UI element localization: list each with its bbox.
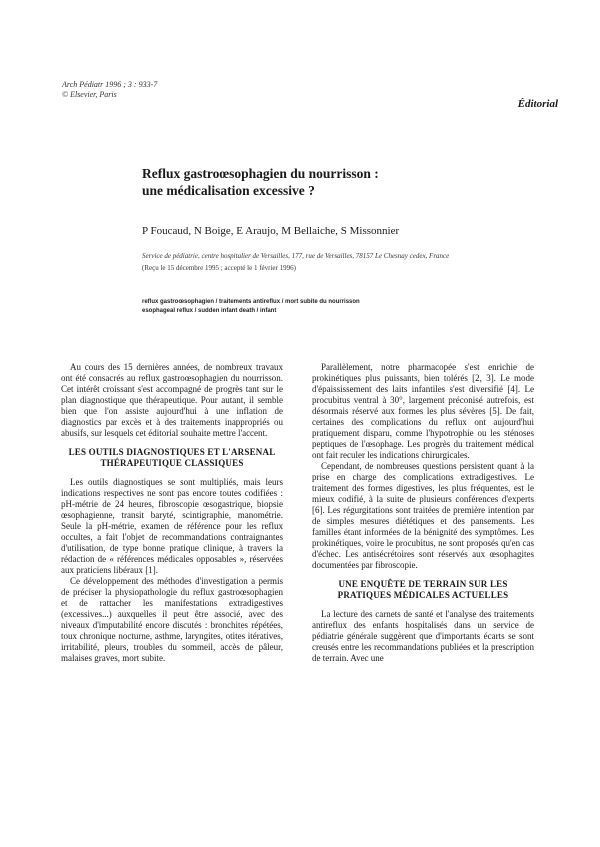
paragraph: Les outils diagnostiques se sont multipliés, mais leurs indications respectives ne sont pas encore toutes codifiées : pH-métrie de 24 heures, fibroscopie œsogastrique, biopsie œsophagienne, transit baryté, scintigraphie, manométrie. Seule la pH-métrie, examen de référence pour les reflux occultes, a fait l'objet de recommandations contraignantes d'utilisation, de type bonne pratique clinique, à travers la rédaction de « références médicales opposables », réservées aux praticiens libéraux [1]. <box>61 477 283 575</box>
keywords <box>142 298 442 316</box>
section-heading: UNE ENQUÊTE DE TERRAIN SUR LES PRATIQUES MÉDICALES ACTUELLES <box>337 579 509 600</box>
article-title <box>142 165 522 199</box>
title-line-1: Reflux gastroœsophagien du nourrisson : <box>142 166 379 181</box>
section-label: Éditorial <box>517 98 558 110</box>
publisher-line: © Elsevier, Paris <box>62 90 117 99</box>
paragraph: Ce développement des méthodes d'investigation a permis de préciser la physiopathologie du reflux gastroœsophagien et de rattacher les manifestations extradigestives (excessives...) auxquelles il peut être associé, avec des niveaux d'imputabilité encore discutés : bronchites répétées, toux chronique nocturne, asthme, laryngites, otites itératives, irritabilité, pleurs, troubles du sommeil, accès de pâleur, malaises graves, mort subite. <box>61 576 283 663</box>
right-column <box>312 362 534 664</box>
left-column <box>61 362 283 664</box>
section-heading: LES OUTILS DIAGNOSTIQUES ET L'ARSENAL THÉRAPEUTIQUE CLASSIQUES <box>68 447 276 468</box>
paragraph: Au cours des 15 dernières années, de nombreux travaux ont été consacrés au reflux gastroœsophagien du nourrisson. Cet intérêt croissant s'est accompagné de progrès tant sur le plan diagnostique que thérapeutique. Pour autant, il semble bien que l'on assiste aujourd'hui à une inflation de diagnostics par excès et à des traitements inappropriés ou abusifs, sur lesquels cet éditorial souhaite mettre l'accent. <box>61 362 283 438</box>
paragraph: La lecture des carnets de santé et l'analyse des traitements antireflux des enfants hospitalisés dans un service de pédiatrie générale suggèrent que d'importants écarts se sont creusés entre les recommandations publiées et la prescription de terrain. Avec une <box>312 609 534 663</box>
journal-citation <box>62 80 157 100</box>
affiliation: Service de pédiatrie, centre hospitalier de Versailles, 177, rue de Versailles, 78157 Le Chesnay cedex, France <box>142 252 450 260</box>
author-list: P Foucaud, N Boige, E Araujo, M Bellaiche, S Missonnier <box>142 225 400 237</box>
journal-reference: Arch Pédiatr 1996 ; 3 : 933-7 <box>62 80 158 89</box>
received-dates: (Reçu le 15 décembre 1995 ; accepté le 1 février 1996) <box>142 264 296 272</box>
keywords-english: esophageal reflux / sudden infant death / infant <box>142 308 277 314</box>
keywords-french: reflux gastroœsophagien / traitements antireflux / mort subite du nourrisson <box>142 299 360 305</box>
title-line-2: une médicalisation excessive ? <box>142 183 315 198</box>
paragraph: Cependant, de nombreuses questions persistent quant à la prise en charge des complications extradigestives. Le traitement des formes digestives, les plus fréquentes, est le mieux codifié, à la suite de plusieurs conférences d'experts [6]. Les régurgitations sont traitées de première intention par de simples mesures diététiques et des pansements. Les familles étant informées de la bénignité des symptômes. Les prokinétiques, voire le procubitus, ne sont proposés qu'en cas d'échec. Les antisécrétoires sont réservés aux œsophagites documentées par fibroscopie. <box>312 461 534 570</box>
paragraph: Parallèlement, notre pharmacopée s'est enrichie de prokinétiques plus puissants, bien tolérés [2, 3]. Le mode d'épaississement des laits infantiles s'est diversifié [4]. Le procubitus ventral à 30°, largement préconisé autrefois, est désormais réservé aux formes les plus sévères [5]. De fait, certaines des complications du reflux ont aujourd'hui pratiquement disparu, comme l'hypotrophie ou les sténoses peptiques de l'œsophage. Les progrès du traitement médical ont fait reculer les indications chirurgicales. <box>312 362 534 460</box>
